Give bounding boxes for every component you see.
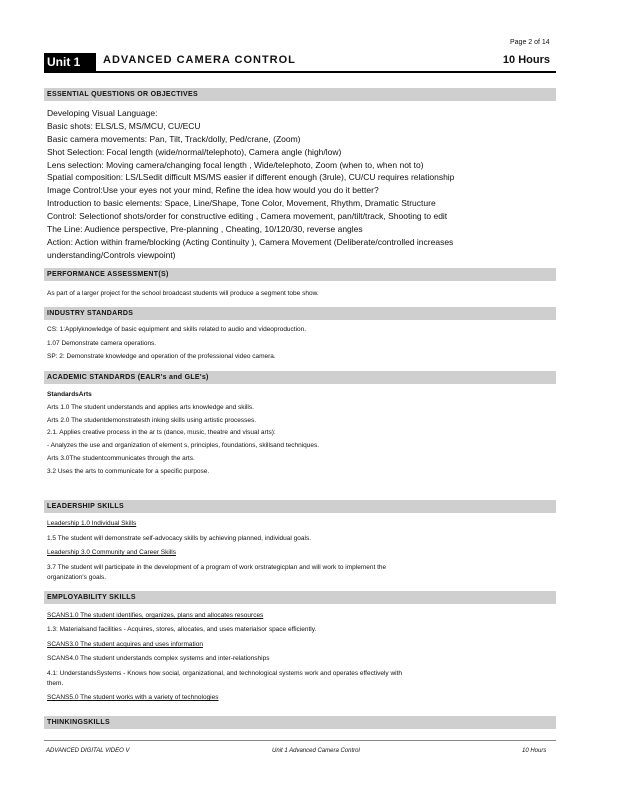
footer-center: Unit 1 Advanced Camera Control xyxy=(272,748,360,754)
academic-line: StandardsArts xyxy=(47,391,92,398)
employability-line: SCANS3.0 The student acquires and uses information xyxy=(47,641,203,648)
section-header-employability: EMPLOYABILITY SKILLS xyxy=(44,591,556,604)
academic-line: - Analyzes the use and organization of element s, principles, foundations, skillsand techniques. xyxy=(47,442,320,449)
academic-line: Arts 1.0 The student understands and applies arts knowledge and skills. xyxy=(47,404,254,411)
essential-line: Action: Action within frame/blocking (Acting Continuity ), Camera Movement (Deliberate/controlled increases xyxy=(47,237,454,247)
academic-line: 3.2 Uses the arts to communicate for a specific purpose. xyxy=(47,468,210,475)
industry-line: SP: 2: Demonstrate knowledge and operation of the professional video camera. xyxy=(47,353,276,360)
essential-line: Basic camera movements: Pan, Tilt, Track/dolly, Ped/crane, (Zoom) xyxy=(47,134,301,144)
employability-line: SCANS1.0 The student identifies, organizes, plans and allocates resources xyxy=(47,612,264,619)
leadership-line: 1.5 The student will demonstrate self-advocacy skills by achieving planned, individual goals. xyxy=(47,535,311,542)
footer-divider xyxy=(44,740,556,741)
essential-line: Basic shots: ELS/LS, MS/MCU, CU/ECU xyxy=(47,121,201,131)
leadership-line: organization's goals. xyxy=(47,574,107,581)
title-divider xyxy=(44,71,556,73)
essential-line: Spatial composition: LS/LSedit difficult MS/MS easier if different enough (3rule), CU/CU requires relationship xyxy=(47,172,455,182)
essential-line: The Line: Audience perspective, Pre-planning , Cheating, 10/120/30, reverse angles xyxy=(47,224,363,234)
employability-line: them. xyxy=(47,680,64,687)
employability-line: 1.3: Materialsand facilities - Acquires, stores, allocates, and uses materialsor space efficiently. xyxy=(47,626,317,633)
unit-label: Unit 1 xyxy=(44,53,96,71)
unit-hours: 10 Hours xyxy=(502,54,550,66)
essential-line: Developing Visual Language: xyxy=(47,108,158,118)
academic-line: Arts 2.0 The studentdemonstratesth inking skills using artistic processes. xyxy=(47,417,257,424)
essential-line: Image Control:Use your eyes not your mind, Refine the idea how would you do it better? xyxy=(47,185,379,195)
section-header-leadership: LEADERSHIP SKILLS xyxy=(44,500,556,513)
essential-line: Introduction to basic elements: Space, Line/Shape, Tone Color, Movement, Rhythm, Dramatic Structure xyxy=(47,198,436,208)
section-header-academic: ACADEMIC STANDARDS (EALR's and GLE's) xyxy=(44,371,556,384)
footer-right: 10 Hours xyxy=(522,748,547,754)
footer-left: ADVANCED DIGITAL VIDEO V xyxy=(46,748,130,754)
unit-title: ADVANCED CAMERA CONTROL xyxy=(103,54,296,66)
essential-line: Lens selection: Moving camera/changing focal length , Wide/telephoto, Zoom (when to, when not to) xyxy=(47,160,424,170)
leadership-line: Leadership 3.0 Community and Career Skills xyxy=(47,549,176,556)
employability-line: SCANS5.0 The student works with a variety of technologies xyxy=(47,694,219,701)
essential-line: Control: Selectionof shots/order for constructive editing , Camera movement, pan/tilt/track, Shooting to edit xyxy=(47,211,448,221)
academic-line: 2.1. Applies creative process in the ar ts (dance, music, theatre and visual arts): xyxy=(47,429,276,436)
performance-line: As part of a larger project for the school broadcast students will produce a segment tobe show. xyxy=(47,290,319,297)
academic-line: Arts 3.0The studentcommunicates through the arts. xyxy=(47,455,195,462)
leadership-line: Leadership 1.0 Individual Skills xyxy=(47,520,137,527)
leadership-line: 3.7 The student will participate in the development of a program of work orstrategicplan and will work to implement the xyxy=(47,564,387,571)
section-header-essential: ESSENTIAL QUESTIONS OR OBJECTIVES xyxy=(44,88,556,101)
section-header-thinking: THINKINGSKILLS xyxy=(44,716,556,729)
essential-line: Shot Selection: Focal length (wide/normal/telephoto), Camera angle (high/low) xyxy=(47,147,342,157)
industry-line: 1.07 Demonstrate camera operations. xyxy=(47,340,157,347)
employability-line: 4.1: UnderstandsSystems - Knows how social, organizational, and technological systems work and operates effectively with xyxy=(47,670,403,677)
employability-line: SCANS4.0 The student understands complex systems and inter-relationships xyxy=(47,655,270,662)
essential-line: understanding/Controls viewpoint) xyxy=(47,250,176,260)
section-header-performance: PERFORMANCE ASSESSMENT(S) xyxy=(44,268,556,281)
unit-title-row xyxy=(44,53,556,71)
industry-line: CS: 1:Applyknowledge of basic equipment and skills related to audio and videoproduction. xyxy=(47,326,307,333)
section-header-industry: INDUSTRY STANDARDS xyxy=(44,307,556,320)
page-number: Page 2 of 14 xyxy=(510,39,550,46)
